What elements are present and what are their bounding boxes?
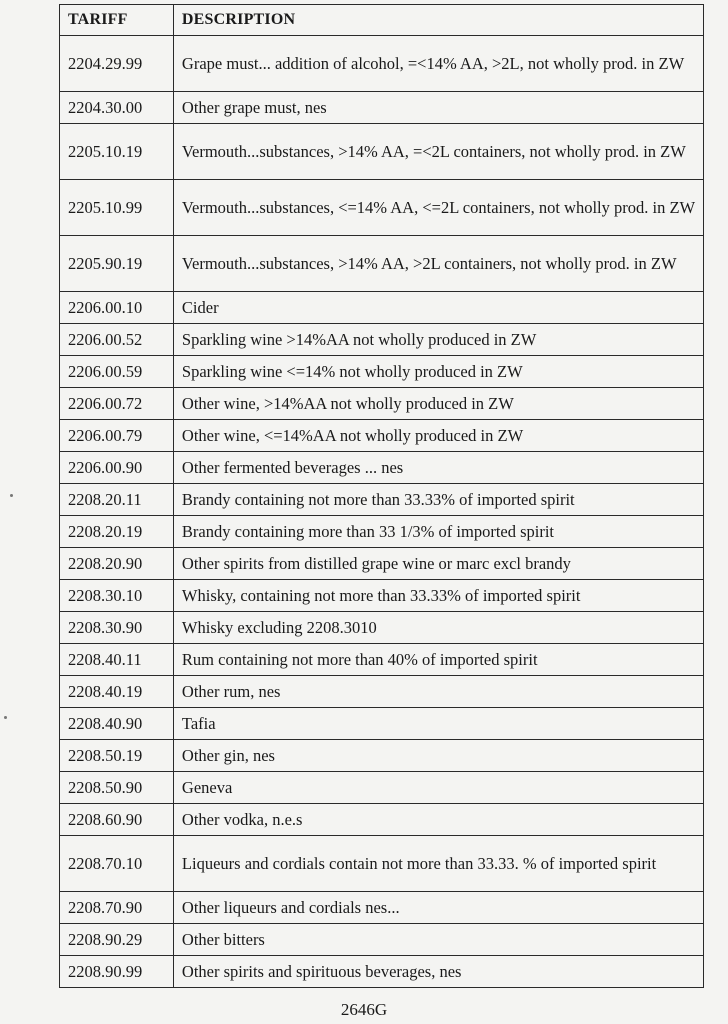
table-row xyxy=(60,644,704,676)
description-cell: Other wine, >14%AA not wholly produced in ZW xyxy=(173,388,703,420)
scan-speck xyxy=(4,716,7,719)
tariff-code-cell: 2205.10.19 xyxy=(60,124,174,180)
tariff-code-cell: 2208.90.29 xyxy=(60,924,174,956)
table-header-row xyxy=(60,5,704,36)
table-row xyxy=(60,612,704,644)
description-cell: Other spirits from distilled grape wine or marc excl brandy xyxy=(173,548,703,580)
description-cell: Other fermented beverages ... nes xyxy=(173,452,703,484)
table-row xyxy=(60,324,704,356)
tariff-code-cell: 2208.30.10 xyxy=(60,580,174,612)
table-row xyxy=(60,388,704,420)
tariff-code-cell: 2208.40.19 xyxy=(60,676,174,708)
description-cell: Vermouth...substances, <=14% AA, <=2L containers, not wholly prod. in ZW xyxy=(173,180,703,236)
description-cell: Grape must... addition of alcohol, =<14% AA, >2L, not wholly prod. in ZW xyxy=(173,36,703,92)
tariff-table xyxy=(59,4,704,988)
description-cell: Geneva xyxy=(173,772,703,804)
table-row xyxy=(60,956,704,988)
description-cell: Vermouth...substances, >14% AA, >2L containers, not wholly prod. in ZW xyxy=(173,236,703,292)
description-cell: Other gin, nes xyxy=(173,740,703,772)
tariff-code-cell: 2208.90.99 xyxy=(60,956,174,988)
table-row xyxy=(60,892,704,924)
description-cell: Other bitters xyxy=(173,924,703,956)
header-description: DESCRIPTION xyxy=(173,5,703,36)
tariff-code-cell: 2208.70.10 xyxy=(60,836,174,892)
scan-speck xyxy=(10,494,13,497)
tariff-code-cell: 2206.00.90 xyxy=(60,452,174,484)
description-cell: Tafia xyxy=(173,708,703,740)
description-cell: Vermouth...substances, >14% AA, =<2L containers, not wholly prod. in ZW xyxy=(173,124,703,180)
tariff-code-cell: 2206.00.52 xyxy=(60,324,174,356)
tariff-code-cell: 2208.60.90 xyxy=(60,804,174,836)
tariff-code-cell: 2208.40.11 xyxy=(60,644,174,676)
description-cell: Sparkling wine >14%AA not wholly produced in ZW xyxy=(173,324,703,356)
tariff-code-cell: 2206.00.79 xyxy=(60,420,174,452)
table-row xyxy=(60,292,704,324)
table-row xyxy=(60,36,704,92)
table-row xyxy=(60,924,704,956)
table-row xyxy=(60,124,704,180)
table-row xyxy=(60,772,704,804)
table-row xyxy=(60,836,704,892)
description-cell: Sparkling wine <=14% not wholly produced in ZW xyxy=(173,356,703,388)
page-number: 2646G xyxy=(340,1000,388,1019)
table-row xyxy=(60,180,704,236)
table-row xyxy=(60,708,704,740)
table-row xyxy=(60,676,704,708)
table-row xyxy=(60,420,704,452)
tariff-code-cell: 2208.20.90 xyxy=(60,548,174,580)
description-cell: Brandy containing more than 33 1/3% of imported spirit xyxy=(173,516,703,548)
table-row xyxy=(60,740,704,772)
tariff-code-cell: 2208.30.90 xyxy=(60,612,174,644)
description-cell: Brandy containing not more than 33.33% of imported spirit xyxy=(173,484,703,516)
table-row xyxy=(60,548,704,580)
tariff-code-cell: 2206.00.10 xyxy=(60,292,174,324)
description-cell: Other vodka, n.e.s xyxy=(173,804,703,836)
table-row xyxy=(60,92,704,124)
tariff-code-cell: 2204.29.99 xyxy=(60,36,174,92)
description-cell: Other wine, <=14%AA not wholly produced in ZW xyxy=(173,420,703,452)
description-cell: Other spirits and spirituous beverages, nes xyxy=(173,956,703,988)
description-cell: Other grape must, nes xyxy=(173,92,703,124)
table-row xyxy=(60,804,704,836)
description-cell: Other rum, nes xyxy=(173,676,703,708)
tariff-code-cell: 2204.30.00 xyxy=(60,92,174,124)
table-row xyxy=(60,484,704,516)
header-tariff: TARIFF xyxy=(60,5,174,36)
tariff-code-cell: 2208.70.90 xyxy=(60,892,174,924)
description-cell: Rum containing not more than 40% of imported spirit xyxy=(173,644,703,676)
description-cell: Cider xyxy=(173,292,703,324)
tariff-code-cell: 2208.20.11 xyxy=(60,484,174,516)
table-row xyxy=(60,516,704,548)
tariff-code-cell: 2208.40.90 xyxy=(60,708,174,740)
tariff-code-cell: 2206.00.72 xyxy=(60,388,174,420)
table-row xyxy=(60,356,704,388)
description-cell: Whisky, containing not more than 33.33% of imported spirit xyxy=(173,580,703,612)
tariff-code-cell: 2208.50.19 xyxy=(60,740,174,772)
table-body xyxy=(60,36,704,988)
description-cell: Whisky excluding 2208.3010 xyxy=(173,612,703,644)
table-row xyxy=(60,452,704,484)
tariff-code-cell: 2205.10.99 xyxy=(60,180,174,236)
description-cell: Other liqueurs and cordials nes... xyxy=(173,892,703,924)
tariff-code-cell: 2206.00.59 xyxy=(60,356,174,388)
tariff-code-cell: 2208.50.90 xyxy=(60,772,174,804)
tariff-code-cell: 2205.90.19 xyxy=(60,236,174,292)
table-row xyxy=(60,236,704,292)
description-cell: Liqueurs and cordials contain not more than 33.33. % of imported spirit xyxy=(173,836,703,892)
table-row xyxy=(60,580,704,612)
tariff-code-cell: 2208.20.19 xyxy=(60,516,174,548)
